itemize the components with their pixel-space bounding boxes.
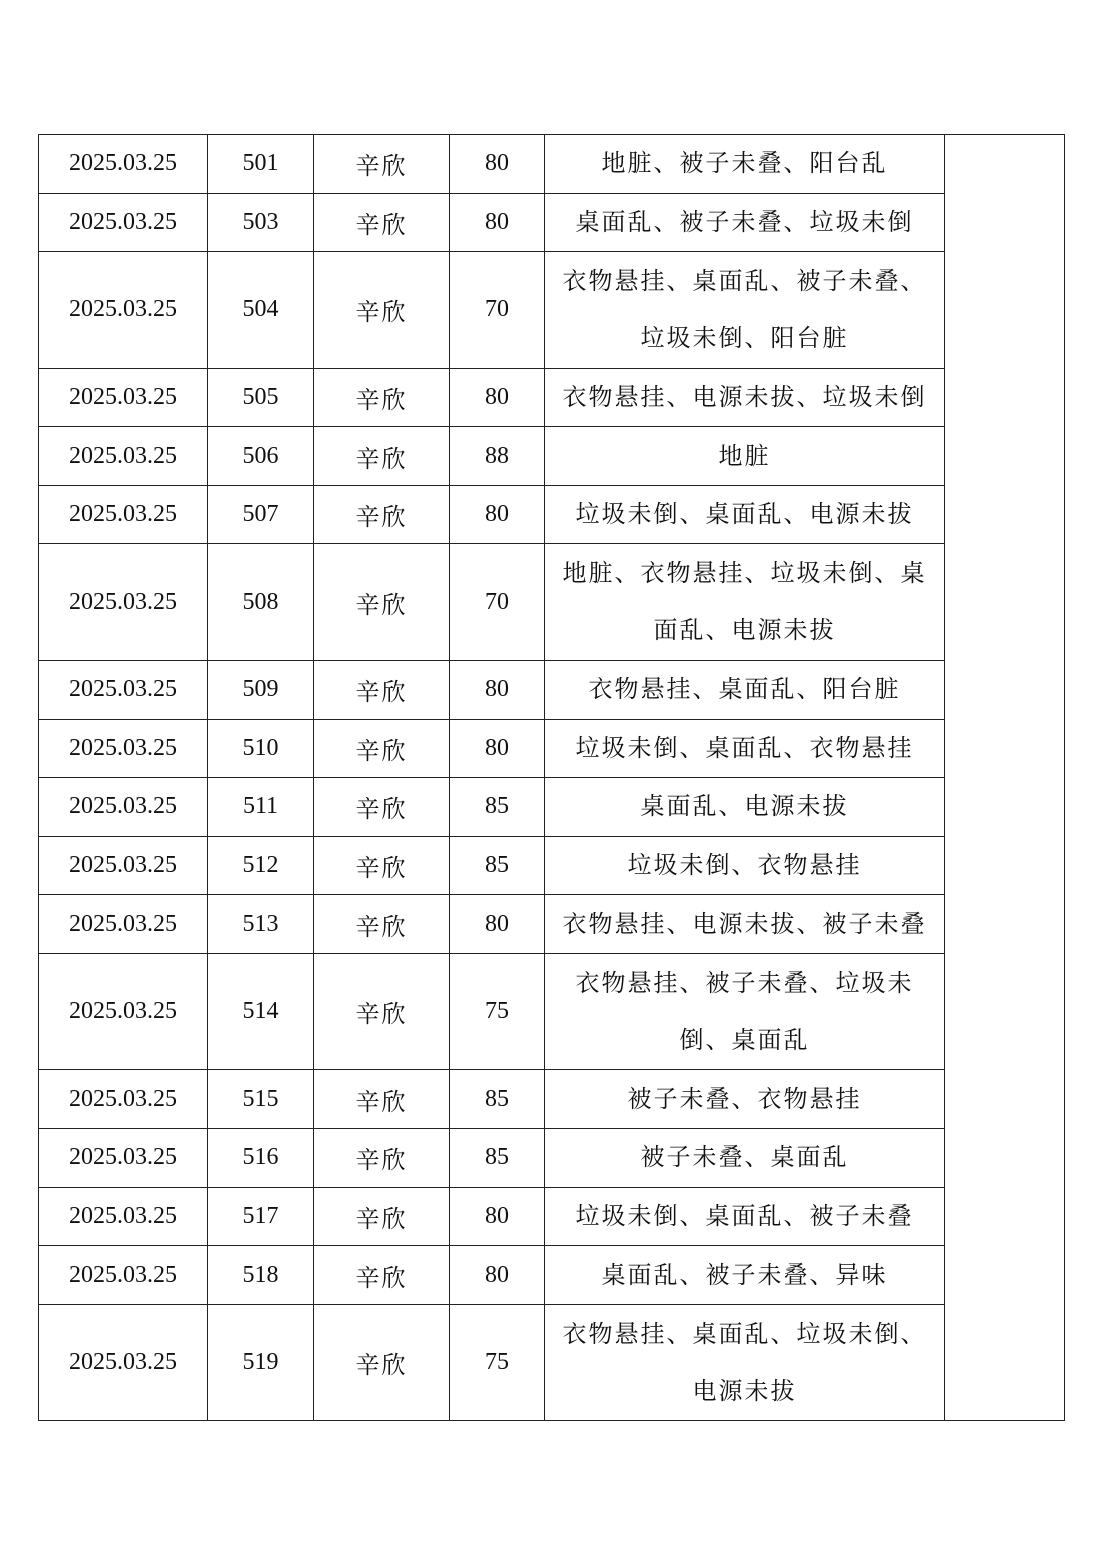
room-number-cell: 503 [208, 193, 314, 252]
date-cell: 2025.03.25 [39, 953, 208, 1070]
issues-cell: 桌面乱、被子未叠、异味 [545, 1246, 945, 1305]
table-row [39, 544, 1065, 661]
date-cell: 2025.03.25 [39, 544, 208, 661]
issues-cell: 地脏 [545, 427, 945, 486]
date-cell: 2025.03.25 [39, 135, 208, 194]
date-cell: 2025.03.25 [39, 719, 208, 778]
room-number-cell: 518 [208, 1246, 314, 1305]
inspector-cell: 辛欣 [314, 836, 450, 895]
score-cell: 85 [450, 778, 545, 837]
table-row [39, 368, 1065, 427]
issues-cell: 衣物悬挂、桌面乱、被子未叠、垃圾未倒、阳台脏 [545, 252, 945, 369]
score-cell: 85 [450, 836, 545, 895]
room-number-cell: 511 [208, 778, 314, 837]
room-number-cell: 516 [208, 1129, 314, 1188]
table-row [39, 1187, 1065, 1246]
table-row [39, 1070, 1065, 1129]
score-cell: 80 [450, 1187, 545, 1246]
inspector-cell: 辛欣 [314, 427, 450, 486]
table-row [39, 836, 1065, 895]
date-cell: 2025.03.25 [39, 485, 208, 544]
room-number-cell: 507 [208, 485, 314, 544]
issues-cell: 衣物悬挂、桌面乱、阳台脏 [545, 660, 945, 719]
inspector-cell: 辛欣 [314, 1246, 450, 1305]
issues-cell: 衣物悬挂、被子未叠、垃圾未倒、桌面乱 [545, 953, 945, 1070]
score-cell: 85 [450, 1070, 545, 1129]
inspector-cell: 辛欣 [314, 778, 450, 837]
table-row [39, 193, 1065, 252]
score-cell: 80 [450, 660, 545, 719]
date-cell: 2025.03.25 [39, 1070, 208, 1129]
table-row [39, 1304, 1065, 1421]
score-cell: 75 [450, 953, 545, 1070]
inspector-cell: 辛欣 [314, 485, 450, 544]
room-number-cell: 515 [208, 1070, 314, 1129]
score-cell: 70 [450, 544, 545, 661]
date-cell: 2025.03.25 [39, 1187, 208, 1246]
room-number-cell: 517 [208, 1187, 314, 1246]
date-cell: 2025.03.25 [39, 252, 208, 369]
issues-cell: 被子未叠、衣物悬挂 [545, 1070, 945, 1129]
room-number-cell: 519 [208, 1304, 314, 1421]
table-row [39, 252, 1065, 369]
date-cell: 2025.03.25 [39, 1129, 208, 1188]
score-cell: 80 [450, 193, 545, 252]
date-cell: 2025.03.25 [39, 660, 208, 719]
issues-cell: 垃圾未倒、衣物悬挂 [545, 836, 945, 895]
issues-cell: 垃圾未倒、桌面乱、被子未叠 [545, 1187, 945, 1246]
table-row [39, 135, 1065, 194]
issues-cell: 桌面乱、被子未叠、垃圾未倒 [545, 193, 945, 252]
room-number-cell: 510 [208, 719, 314, 778]
room-number-cell: 501 [208, 135, 314, 194]
room-number-cell: 512 [208, 836, 314, 895]
room-number-cell: 514 [208, 953, 314, 1070]
inspector-cell: 辛欣 [314, 1187, 450, 1246]
score-cell: 80 [450, 895, 545, 954]
date-cell: 2025.03.25 [39, 895, 208, 954]
inspector-cell: 辛欣 [314, 660, 450, 719]
table-row [39, 1129, 1065, 1188]
inspector-cell: 辛欣 [314, 1070, 450, 1129]
issues-cell: 桌面乱、电源未拔 [545, 778, 945, 837]
inspector-cell: 辛欣 [314, 1129, 450, 1188]
remarks-cell [945, 135, 1065, 1421]
issues-cell: 地脏、被子未叠、阳台乱 [545, 135, 945, 194]
inspector-cell: 辛欣 [314, 193, 450, 252]
inspector-cell: 辛欣 [314, 719, 450, 778]
date-cell: 2025.03.25 [39, 1246, 208, 1305]
room-number-cell: 506 [208, 427, 314, 486]
score-cell: 85 [450, 1129, 545, 1188]
table-row [39, 895, 1065, 954]
issues-cell: 衣物悬挂、桌面乱、垃圾未倒、电源未拔 [545, 1304, 945, 1421]
inspector-cell: 辛欣 [314, 368, 450, 427]
inspector-cell: 辛欣 [314, 895, 450, 954]
inspector-cell: 辛欣 [314, 135, 450, 194]
room-number-cell: 513 [208, 895, 314, 954]
score-cell: 80 [450, 719, 545, 778]
date-cell: 2025.03.25 [39, 1304, 208, 1421]
table-body [39, 135, 1065, 1421]
table-row [39, 485, 1065, 544]
date-cell: 2025.03.25 [39, 368, 208, 427]
score-cell: 80 [450, 1246, 545, 1305]
room-number-cell: 509 [208, 660, 314, 719]
inspector-cell: 辛欣 [314, 544, 450, 661]
score-cell: 80 [450, 135, 545, 194]
room-number-cell: 508 [208, 544, 314, 661]
inspector-cell: 辛欣 [314, 1304, 450, 1421]
dorm-inspection-table [38, 134, 1065, 1421]
date-cell: 2025.03.25 [39, 427, 208, 486]
table-row [39, 778, 1065, 837]
date-cell: 2025.03.25 [39, 836, 208, 895]
score-cell: 88 [450, 427, 545, 486]
table-row [39, 427, 1065, 486]
inspector-cell: 辛欣 [314, 252, 450, 369]
score-cell: 80 [450, 485, 545, 544]
room-number-cell: 504 [208, 252, 314, 369]
table-row [39, 1246, 1065, 1305]
table-row [39, 953, 1065, 1070]
table-row [39, 660, 1065, 719]
score-cell: 80 [450, 368, 545, 427]
issues-cell: 被子未叠、桌面乱 [545, 1129, 945, 1188]
score-cell: 75 [450, 1304, 545, 1421]
score-cell: 70 [450, 252, 545, 369]
issues-cell: 衣物悬挂、电源未拔、被子未叠 [545, 895, 945, 954]
issues-cell: 地脏、衣物悬挂、垃圾未倒、桌面乱、电源未拔 [545, 544, 945, 661]
date-cell: 2025.03.25 [39, 778, 208, 837]
date-cell: 2025.03.25 [39, 193, 208, 252]
issues-cell: 垃圾未倒、桌面乱、衣物悬挂 [545, 719, 945, 778]
inspector-cell: 辛欣 [314, 953, 450, 1070]
table-row [39, 719, 1065, 778]
issues-cell: 衣物悬挂、电源未拔、垃圾未倒 [545, 368, 945, 427]
room-number-cell: 505 [208, 368, 314, 427]
issues-cell: 垃圾未倒、桌面乱、电源未拔 [545, 485, 945, 544]
